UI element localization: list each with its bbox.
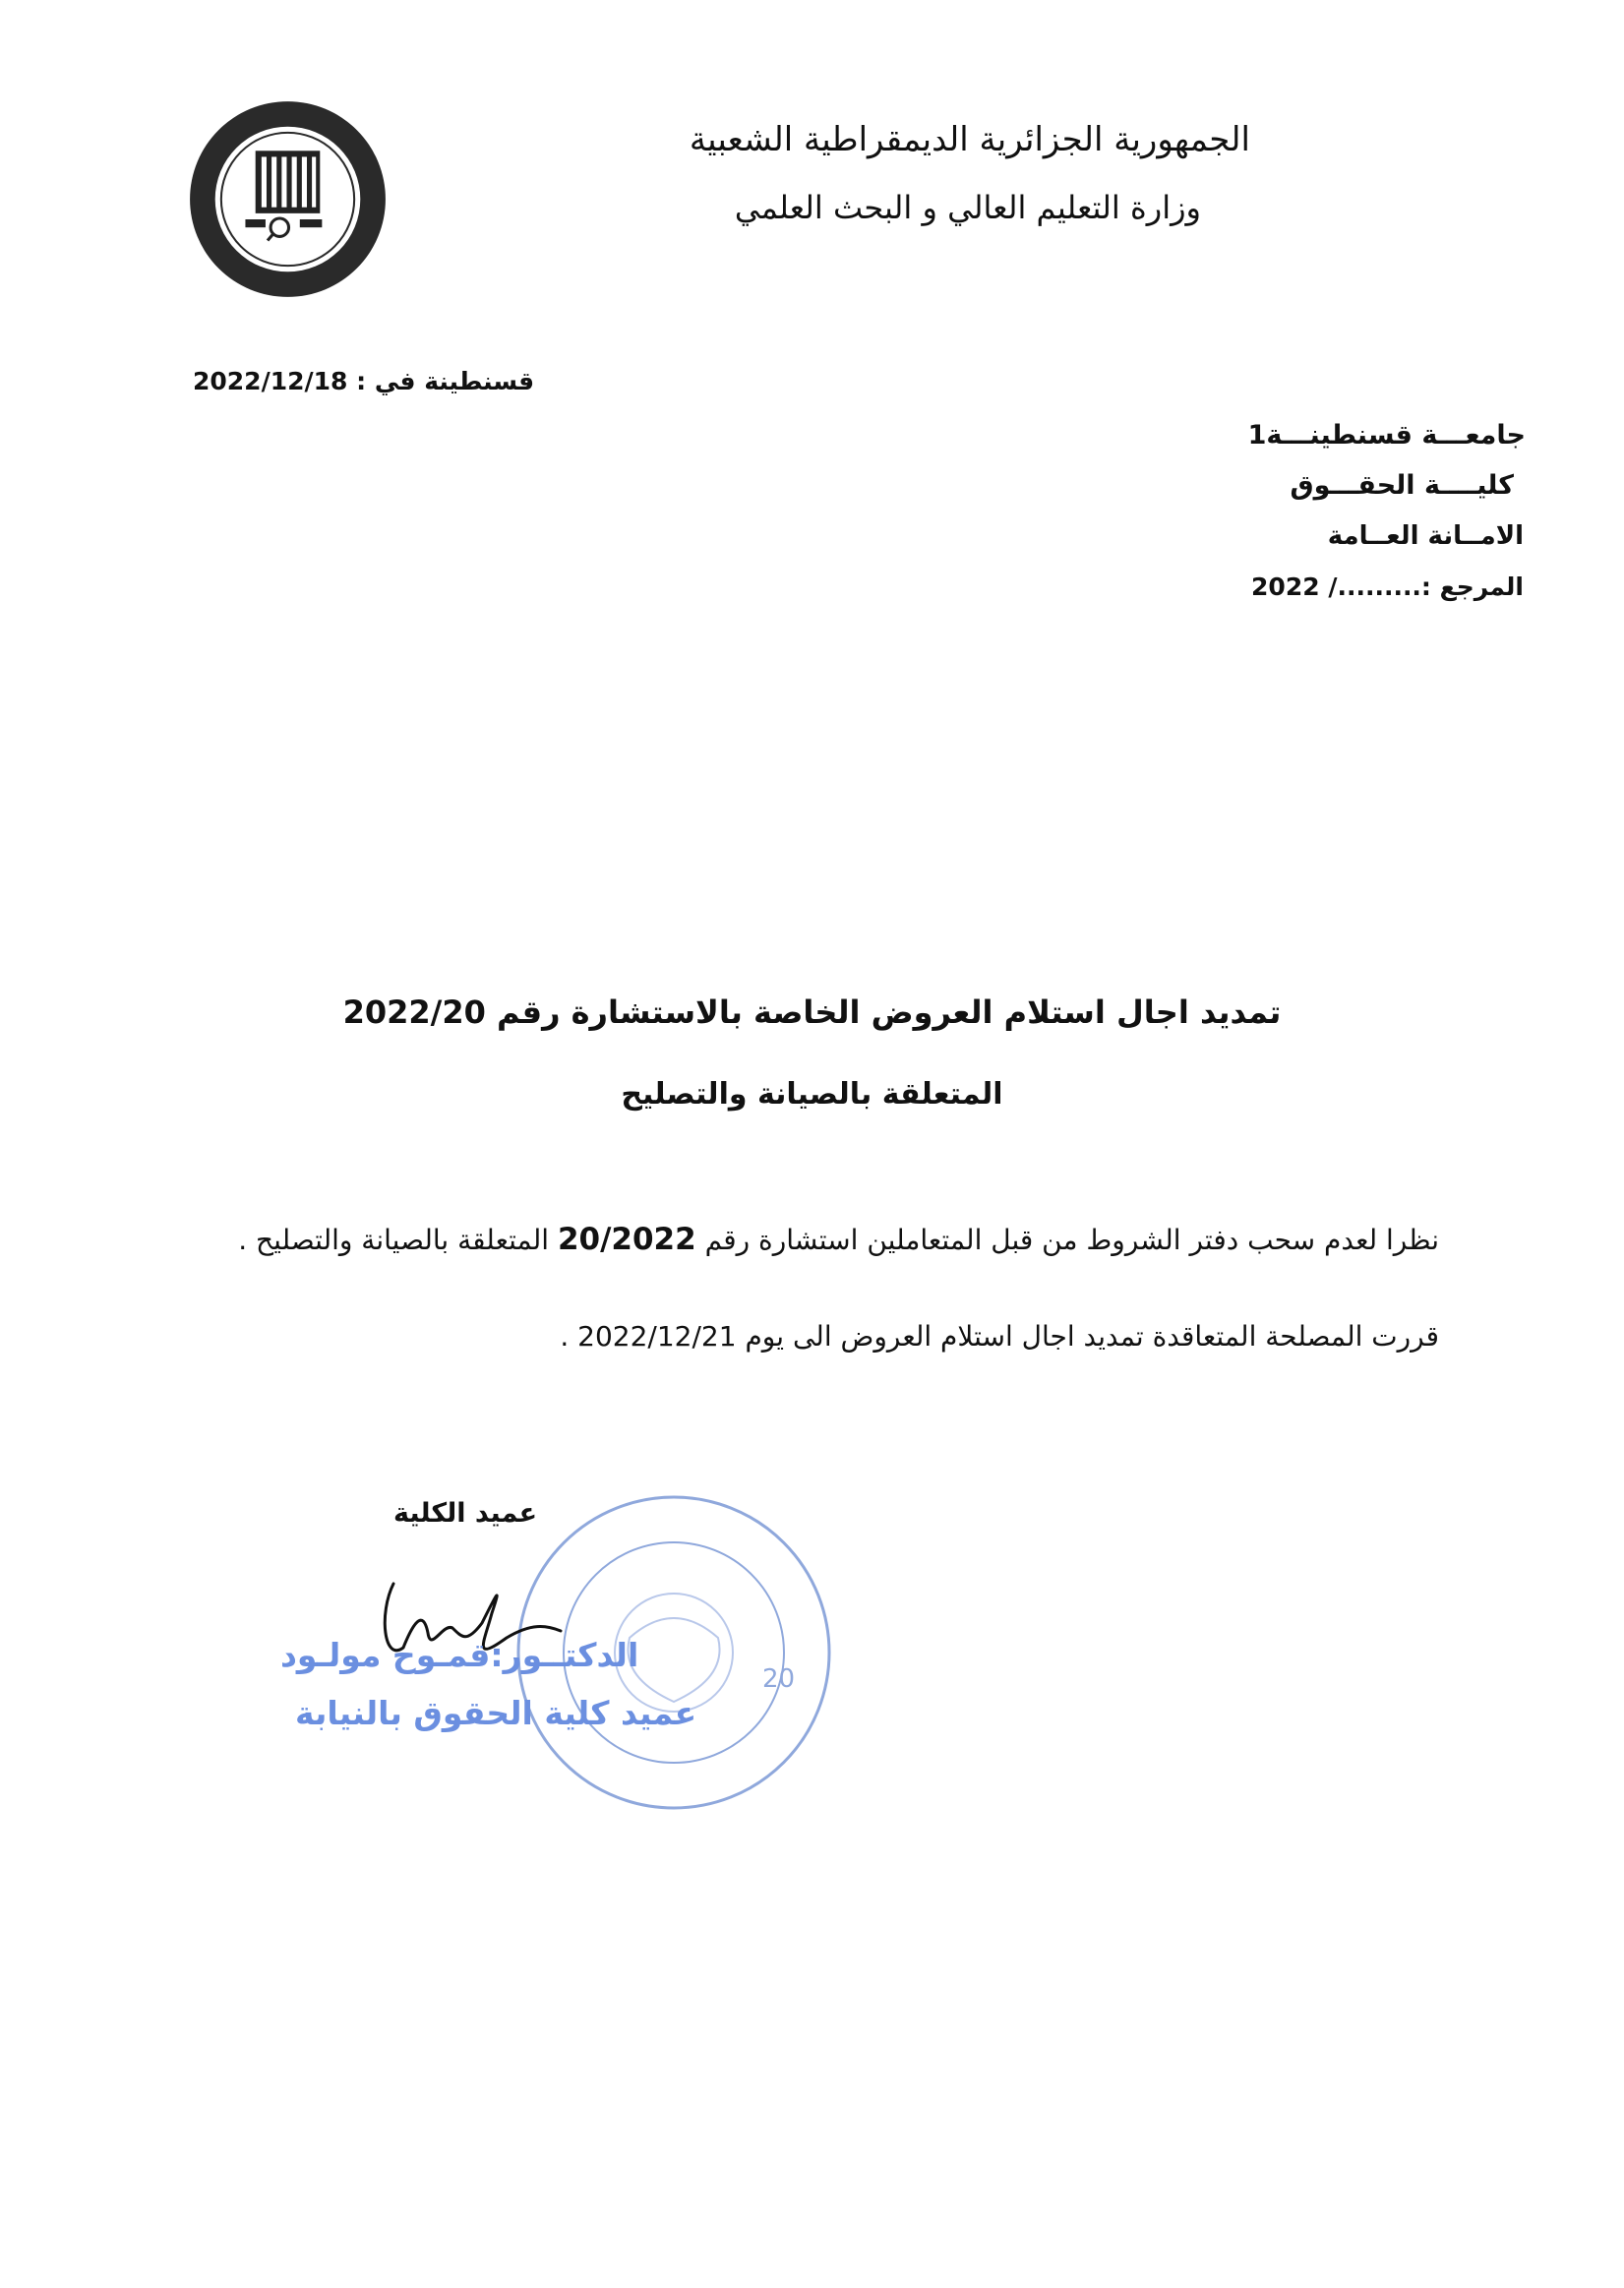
faculty-name: كليــــة الحقـــوق <box>1290 470 1514 501</box>
secretariat-name: الامــانة العــامة <box>1327 521 1524 551</box>
body-p1-before: نظرا لعدم سحب دفتر الشروط من قبل المتعاملين استشارة رقم <box>704 1224 1439 1256</box>
republic-heading: الجمهورية الجزائرية الديمقراطية الشعبية <box>689 120 1250 159</box>
signature-title: عميد الكلية <box>393 1498 538 1529</box>
signatory-name: الدكتــور:قمـوح مولـود <box>280 1636 639 1674</box>
body-paragraph-1 <box>238 1222 1439 1257</box>
body-p1-after: المتعلقة بالصيانة والتصليح . <box>238 1224 550 1256</box>
university-logo <box>187 98 389 300</box>
subject-line-2: المتعلقة بالصيانة والتصليح <box>621 1077 1003 1112</box>
subject-line-1: تمديد اجال استلام العروض الخاصة بالاستشارة رقم 2022/20 <box>342 993 1282 1031</box>
svg-text:20: 20 <box>762 1664 796 1694</box>
place-date: قسنطينة في : 2022/12/18 <box>193 367 535 395</box>
reference-number: المرجع :........./ 2022 <box>1251 572 1524 601</box>
university-name: جامعـــة قسنطينـــة1 <box>1247 420 1526 451</box>
body-paragraph-2: قررت المصلحة المتعاقدة تمديد اجال استلام العروض الى يوم 2022/12/21 . <box>560 1320 1439 1353</box>
consultation-number: 20/2022 <box>557 1222 696 1257</box>
ministry-heading: وزارة التعليم العالي و البحث العلمي <box>734 189 1201 226</box>
signatory-role: عميد كلية الحقوق بالنيابة <box>295 1694 697 1732</box>
